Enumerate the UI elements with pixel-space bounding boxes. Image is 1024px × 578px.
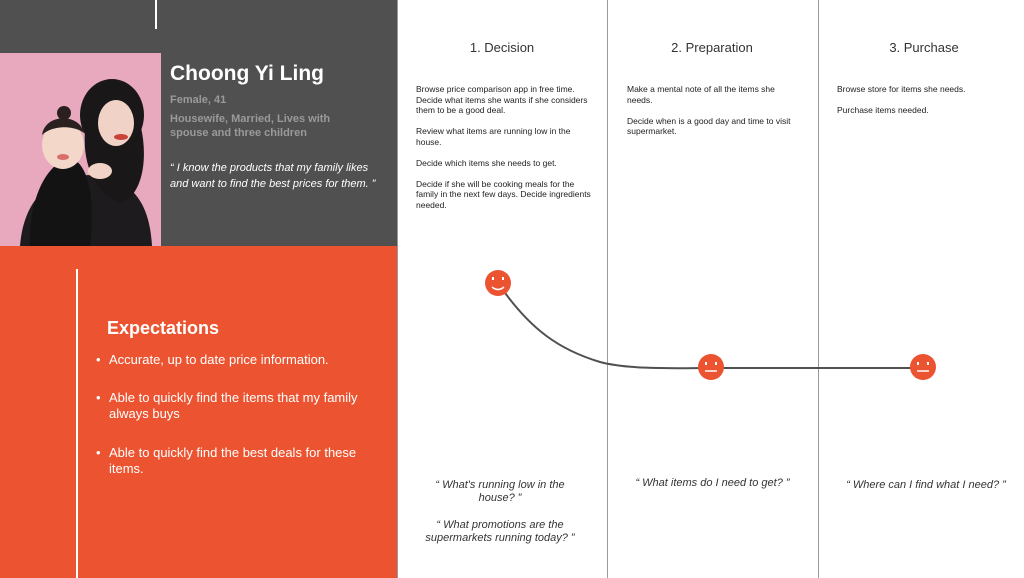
stage-action: Decide which items she needs to get. <box>416 157 557 168</box>
expectations-title: Expectations <box>107 318 220 338</box>
stage-action: Decide when is a good day and time to visit supermarket. <box>627 115 791 136</box>
stage-quote: “ What items do I need to get? ” <box>635 477 790 489</box>
neutral-face-icon <box>698 354 724 380</box>
stage-action: Browse store for items she needs. <box>837 84 966 94</box>
bullet-icon: • <box>96 390 101 405</box>
persona-demographic: Female, 41 <box>170 94 227 106</box>
stage-quote: “ What's running low in the house? ” <box>435 479 565 504</box>
happy-face-icon <box>485 270 511 296</box>
persona-situation: Housewife, Married, Lives with spouse and three children <box>170 113 331 139</box>
stage-action: Review what items are running low in the house. <box>416 126 571 147</box>
stage-action: Browse price comparison app in free time. Decide what items she wants if she considers them to be a good deal. <box>416 84 588 115</box>
persona-quote: “ I know the products that my family likes and want to find the best prices for them. ” <box>170 162 376 190</box>
neutral-face-icon <box>910 354 936 380</box>
stage-action: Purchase items needed. <box>837 105 929 115</box>
stage-action: Make a mental note of all the items she needs. <box>627 84 775 105</box>
stage-quote: “ Where can I find what I need? ” <box>846 479 1006 491</box>
persona-name: Choong Yi Ling <box>170 62 324 85</box>
stage-title-purchase: 3. Purchase <box>889 40 959 55</box>
stage-title-decision: 1. Decision <box>469 40 535 55</box>
stage-title-preparation: 2. Preparation <box>671 40 753 55</box>
stage-quote: “ What promotions are the supermarkets running today? ” <box>425 519 575 544</box>
bullet-icon: • <box>96 445 101 460</box>
stage-action: Decide if she will be cooking meals for the family in the next few days. Decide ingredients needed. <box>416 178 591 210</box>
bullet-icon: • <box>96 352 101 367</box>
